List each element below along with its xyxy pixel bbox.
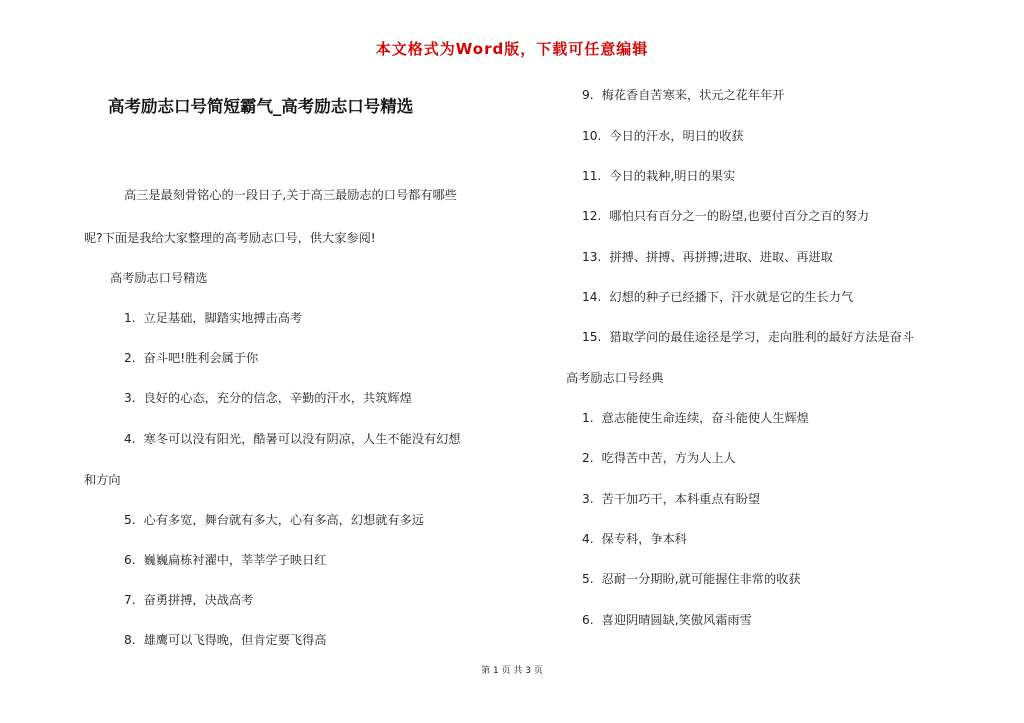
item-number: 1. <box>124 311 136 325</box>
item-text: 今日的栽种,明日的果实 <box>609 169 736 183</box>
list-item <box>582 328 914 345</box>
item-text: 吃得苦中苦，方为人上人 <box>601 451 736 465</box>
item-text: 喜迎阴晴圆缺,笑傲风霜雨雪 <box>601 613 752 627</box>
list-item <box>582 611 752 628</box>
list-item <box>582 449 736 466</box>
item-number: 10. <box>582 129 602 143</box>
list-item-continuation: 和方向 <box>84 473 121 487</box>
item-text: 拼搏、拼搏、再拼搏;进取、进取、再进取 <box>609 250 833 264</box>
list-item <box>124 309 302 326</box>
edit-notice-banner: 本文格式为Word版，下载可任意编辑 <box>375 40 649 58</box>
item-text: 立足基础，脚踏实地搏击高考 <box>143 311 303 325</box>
intro-line-1: 高三是最刻骨铭心的一段日子,关于高三最励志的口号都有哪些 <box>124 188 457 202</box>
list-item <box>582 248 833 265</box>
list-item <box>582 167 735 184</box>
item-text: 今日的汗水，明日的收获 <box>609 129 744 143</box>
item-number: 4. <box>124 432 136 446</box>
item-number: 5. <box>124 513 136 527</box>
intro-line-2: 呢?下面是我给大家整理的高考励志口号，供大家参阅! <box>84 231 376 245</box>
item-number: 3. <box>124 391 136 405</box>
item-number: 9. <box>582 88 594 102</box>
item-text: 良好的心态，充分的信念，辛勤的汗水，共筑辉煌 <box>143 391 412 405</box>
list-item <box>124 511 424 528</box>
item-text: 猎取学问的最佳途径是学习，走向胜利的最好方法是奋斗 <box>609 330 915 344</box>
list-item <box>124 349 258 366</box>
list-item <box>124 631 326 648</box>
list-item <box>124 591 253 608</box>
item-number: 4. <box>582 532 594 546</box>
list-item <box>582 570 801 587</box>
item-number: 8. <box>124 633 136 647</box>
item-number: 6. <box>582 613 594 627</box>
page-number: 第 1 页 共 3 页 <box>481 666 543 676</box>
list-item <box>582 530 687 547</box>
item-number: 11. <box>582 169 602 183</box>
item-number: 3. <box>582 492 594 506</box>
item-text: 寒冬可以没有阳光，酷暑可以没有阴凉，人生不能没有幻想 <box>143 432 461 446</box>
item-number: 7. <box>124 593 136 607</box>
item-number: 15. <box>582 330 602 344</box>
item-text: 苦干加巧干，本科重点有盼望 <box>601 492 761 506</box>
item-number: 1. <box>582 411 594 425</box>
item-text: 奋斗吧!胜利会属于你 <box>143 351 259 365</box>
item-number: 6. <box>124 553 136 567</box>
list-item <box>124 389 412 406</box>
list-item <box>582 207 869 224</box>
item-number: 12. <box>582 209 602 223</box>
document-title: 高考励志口号简短霸气_高考励志口号精选 <box>108 97 414 116</box>
item-text: 巍巍扁栋衬濯中，莘莘学子映日红 <box>143 553 327 567</box>
item-text: 心有多宽，舞台就有多大，心有多高，幻想就有多远 <box>143 513 424 527</box>
list-item <box>124 551 326 568</box>
item-text: 幻想的种子已经播下，汗水就是它的生长力气 <box>609 290 854 304</box>
item-text: 忍耐一分期盼,就可能握住非常的收获 <box>601 572 801 586</box>
item-number: 13. <box>582 250 602 264</box>
item-number: 2. <box>582 451 594 465</box>
right-column <box>520 0 1024 723</box>
item-number: 2. <box>124 351 136 365</box>
item-text: 梅花香自苦寒来，状元之花年年开 <box>601 88 785 102</box>
item-text: 意志能使生命连续，奋斗能使人生辉煌 <box>601 411 809 425</box>
section-heading-1: 高考励志口号精选 <box>110 271 208 285</box>
item-number: 14. <box>582 290 602 304</box>
list-item <box>582 288 853 305</box>
list-item <box>582 409 809 426</box>
item-text: 保专科，争本科 <box>601 532 687 546</box>
item-text: 哪怕只有百分之一的盼望,也要付百分之百的努力 <box>609 209 870 223</box>
item-text: 雄鹰可以飞得晚，但肯定要飞得高 <box>143 633 327 647</box>
item-text: 奋勇拼搏，决战高考 <box>143 593 254 607</box>
section-heading-2: 高考励志口号经典 <box>566 371 664 385</box>
list-item <box>124 430 461 447</box>
list-item <box>582 490 760 507</box>
list-item <box>582 86 784 103</box>
list-item <box>582 127 743 144</box>
item-number: 5. <box>582 572 594 586</box>
